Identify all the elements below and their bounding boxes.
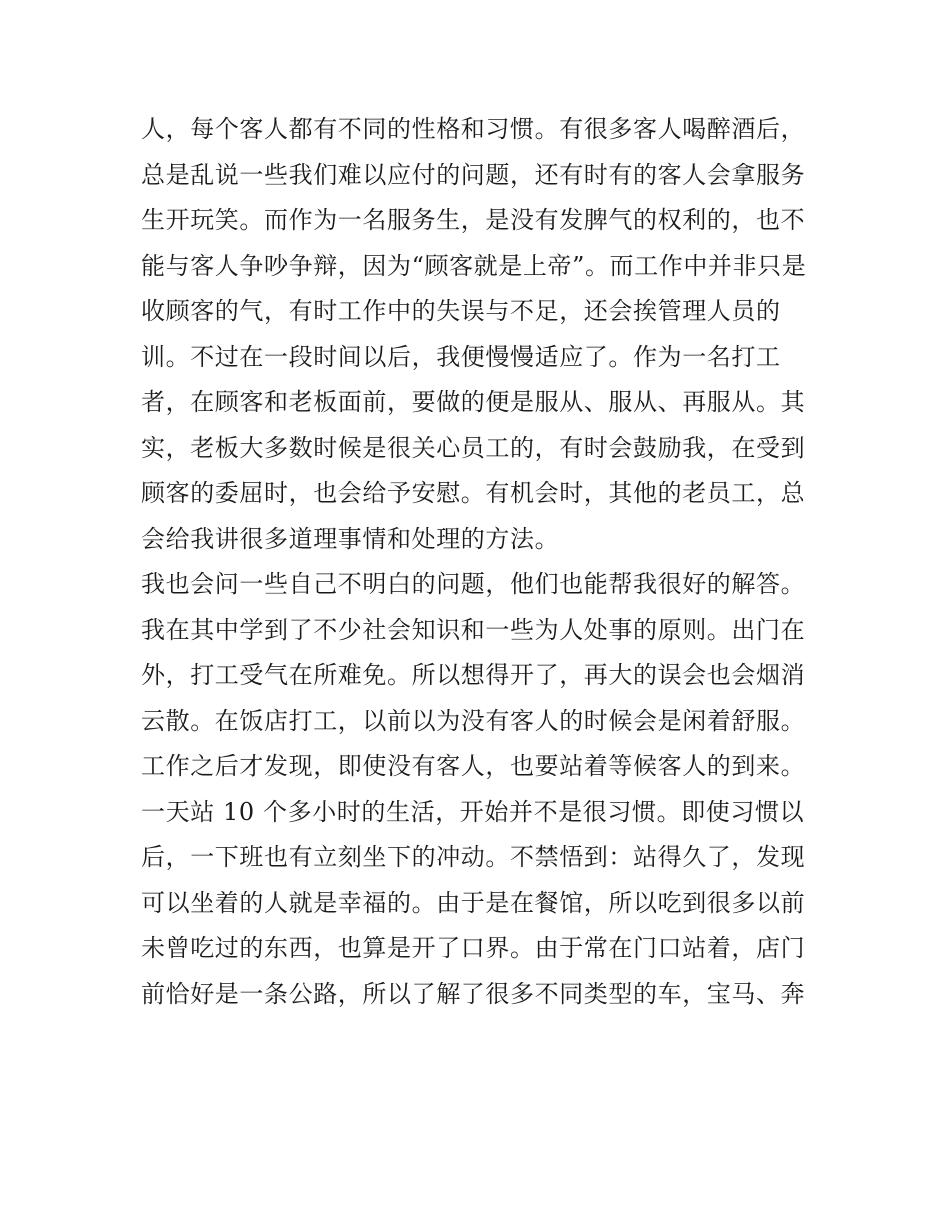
text-line: 可以坐着的人就是幸福的。由于是在餐馆，所以吃到很多以前 [141,888,806,917]
text-line: 外，打工受气在所难免。所以想得开了，再大的误会也会烟消 [141,661,806,689]
text-line: 未曾吃过的东西，也算是开了口界。由于常在门口站着，店门 [141,934,806,962]
text-line: 训。不过在一段时间以后，我便慢慢适应了。作为一名打工 [141,342,781,371]
text-line: 顾客的委屈时，也会给予安慰。有机会时，其他的老员工，总 [141,479,806,507]
text-line: 实，老板大多数时候是很关心员工的，有时会鼓励我，在受到 [141,433,806,462]
text-line: 后，一下班也有立刻坐下的冲动。不禁悟到：站得久了，发现 [141,843,806,871]
text-line: 我在其中学到了不少社会知识和一些为人处事的原则。出门在 [141,615,806,644]
text-line: 人，每个客人都有不同的性格和习惯。有很多客人喝醉酒后， [141,115,806,143]
text-line: 工作之后才发现，即使没有客人，也要站着等候客人的到来。 [141,752,806,780]
text-line: 收顾客的气，有时工作中的失误与不足，还会挨管理人员的 [141,297,781,325]
text-line: 者，在顾客和老板面前，要做的便是服从、服从、再服从。其 [141,388,806,416]
text-line: 总是乱说一些我们难以应付的问题，还有时有的客人会拿服务 [141,160,806,189]
text-line: 前恰好是一条公路，所以了解了很多不同类型的车，宝马、奔 [141,979,806,1008]
text-line: 能与客人争吵争辩，因为“顾客就是上帝”。而工作中并非只是 [141,251,807,280]
text-line: 会给我讲很多道理事情和处理的方法。 [141,524,560,553]
text-line: 生开玩笑。而作为一名服务生，是没有发脾气的权利的，也不 [141,206,806,234]
text-line: 我也会问一些自己不明白的问题，他们也能帮我很好的解答。 [141,570,806,598]
body-text [141,107,821,1017]
text-line: 云散。在饭店打工，以前以为没有客人的时候会是闲着舒服。 [141,706,806,735]
text-line: 一天站 10 个多小时的生活，开始并不是很习惯。即使习惯以 [141,797,805,826]
